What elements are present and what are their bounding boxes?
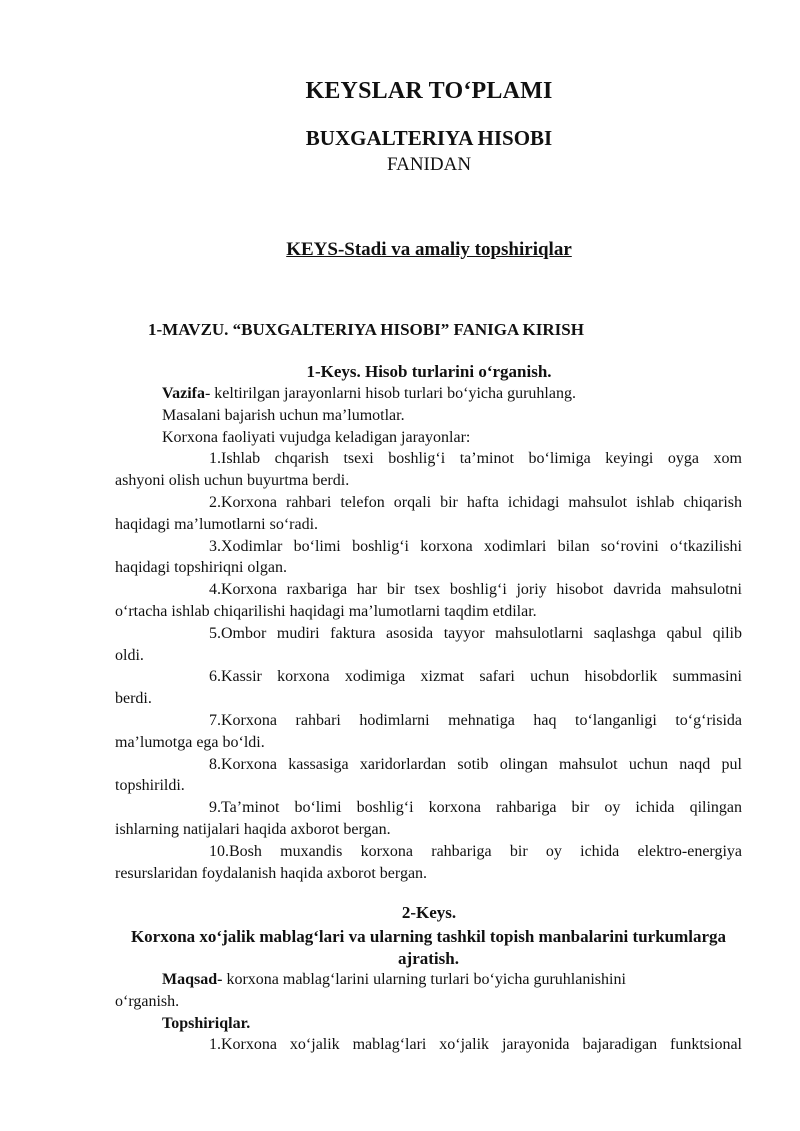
list-item-text: Korxona raxbariga har bir tsex boshlig‘i joriy hisobot davrida mahsulotni [221, 581, 742, 599]
list-item-number: 6. [209, 668, 221, 686]
list-item-first-line [115, 448, 742, 470]
list-item-first-line [115, 841, 742, 863]
list-item-number: 2. [209, 493, 221, 511]
tasks-label: Topshiriqlar. [162, 1014, 251, 1032]
list-item-number: 1. [209, 450, 221, 468]
list-item-text: Korxona kassasiga xaridorlardan sotib olingan mahsulot uchun naqd pul [221, 755, 742, 773]
list-item-continuation: o‘rtacha ishlab chiqarilishi haqidagi ma’lumotlarni taqdim etdilar. [115, 602, 537, 620]
list-item-first-line [115, 666, 742, 688]
case2-number: 2-Keys. [401, 903, 457, 922]
list-item-number: 4. [209, 581, 221, 599]
task1-text: Korxona xo‘jalik mablag‘lari xo‘jalik jarayonida bajaradigan funktsional [221, 1036, 742, 1054]
task-line [115, 383, 742, 405]
case1-heading: 1-Keys. Hisob turlarini o‘rganish. [306, 362, 552, 381]
data-line: Masalani bajarish uchun ma’lumotlar. [162, 406, 405, 424]
list-item [115, 797, 742, 841]
list-item-first-line [115, 797, 742, 819]
list-item [115, 579, 742, 623]
topic-heading: 1-MAVZU. “BUXGALTERIYA HISOBI” FANIGA KIRISH [148, 320, 584, 339]
goal-label: Maqsad- [162, 971, 223, 988]
goal-first: korxona mablag‘larini ularning turlari bo‘yicha guruhlanishini [222, 971, 626, 988]
case1-list [115, 448, 742, 884]
task-label: Vazifa [162, 385, 205, 402]
list-item-continuation: resurslaridan foydalanish haqida axborot bergan. [115, 864, 428, 882]
document-title: KEYSLAR TO‘PLAMI [305, 78, 553, 104]
goal-line [115, 969, 742, 991]
list-item-text: Xodimlar bo‘limi boshlig‘i korxona xodimlari bilan so‘rovini o‘tkazilishi [221, 537, 742, 555]
list-item-first-line [115, 492, 742, 514]
list-item [115, 841, 742, 885]
goal-rest: o‘rganish. [115, 992, 180, 1010]
list-item-number: 10. [209, 842, 229, 860]
list-item-continuation: ma’lumotga ega bo‘ldi. [115, 733, 265, 751]
list-item-continuation: berdi. [115, 690, 152, 708]
list-item [115, 666, 742, 710]
list-item-text: Ombor mudiri faktura asosida tayyor mahsulotlarni saqlashga qabul qilib [221, 624, 742, 642]
section-title: KEYS-Stadi va amaliy topshiriqlar [286, 239, 572, 260]
task1-num: 1. [209, 1036, 221, 1054]
process-line: Korxona faoliyati vujudga keladigan jarayonlar: [162, 428, 471, 446]
list-item-continuation: ashyoni olish uchun buyurtma berdi. [115, 472, 350, 490]
list-item-continuation: topshirildi. [115, 777, 185, 795]
list-item-text: Korxona rahbari telefon orqali bir hafta ichidagi mahsulot ishlab chiqarish [221, 493, 742, 511]
list-item-text: Ishlab chqarish tsexi boshlig‘i ta’minot bo‘limiga keyingi oyga xom [221, 450, 742, 468]
case1-body [115, 383, 742, 884]
list-item [115, 448, 742, 492]
case2-body [115, 969, 742, 1056]
list-item-number: 7. [209, 711, 221, 729]
list-item-continuation: haqidagi ma’lumotlarni so‘radi. [115, 515, 319, 533]
task-text: - keltirilgan jarayonlarni hisob turlari bo‘yicha guruhlang. [204, 385, 576, 402]
list-item-first-line [115, 579, 742, 601]
list-item [115, 492, 742, 536]
list-item-first-line [115, 754, 742, 776]
list-item [115, 710, 742, 754]
list-item-text: Bosh muxandis korxona rahbariga bir oy ichida elektro-energiya [229, 842, 742, 860]
list-item-text: Kassir korxona xodimiga xizmat safari uchun hisobdorlik summasini [221, 668, 742, 686]
list-item-text: Ta’minot bo‘limi boshlig‘i korxona rahbariga bir oy ichida qilingan [221, 799, 742, 817]
list-item [115, 623, 742, 667]
list-item-continuation: haqidagi topshiriqni olgan. [115, 559, 287, 577]
task1-line [115, 1034, 742, 1056]
subject-title: BUXGALTERIYA HISOBI [305, 126, 553, 150]
list-item-first-line [115, 710, 742, 732]
subject-suffix: FANIDAN [386, 154, 472, 175]
list-item-number: 3. [209, 537, 221, 555]
list-item [115, 754, 742, 798]
list-item-first-line [115, 623, 742, 645]
case2-heading: Korxona xo‘jalik mablag‘lari va ularning tashkil topish manbalarini turkumlarga ajratish. [130, 927, 727, 968]
list-item-first-line [115, 536, 742, 558]
list-item-continuation: oldi. [115, 646, 144, 664]
list-item-number: 5. [209, 624, 221, 642]
list-item-text: Korxona rahbari hodimlarni mehnatiga haq to‘langanligi to‘g‘risida [221, 711, 742, 729]
list-item-number: 8. [209, 755, 221, 773]
list-item-number: 9. [209, 799, 221, 817]
list-item-continuation: ishlarning natijalari haqida axborot bergan. [115, 820, 391, 838]
list-item [115, 536, 742, 580]
